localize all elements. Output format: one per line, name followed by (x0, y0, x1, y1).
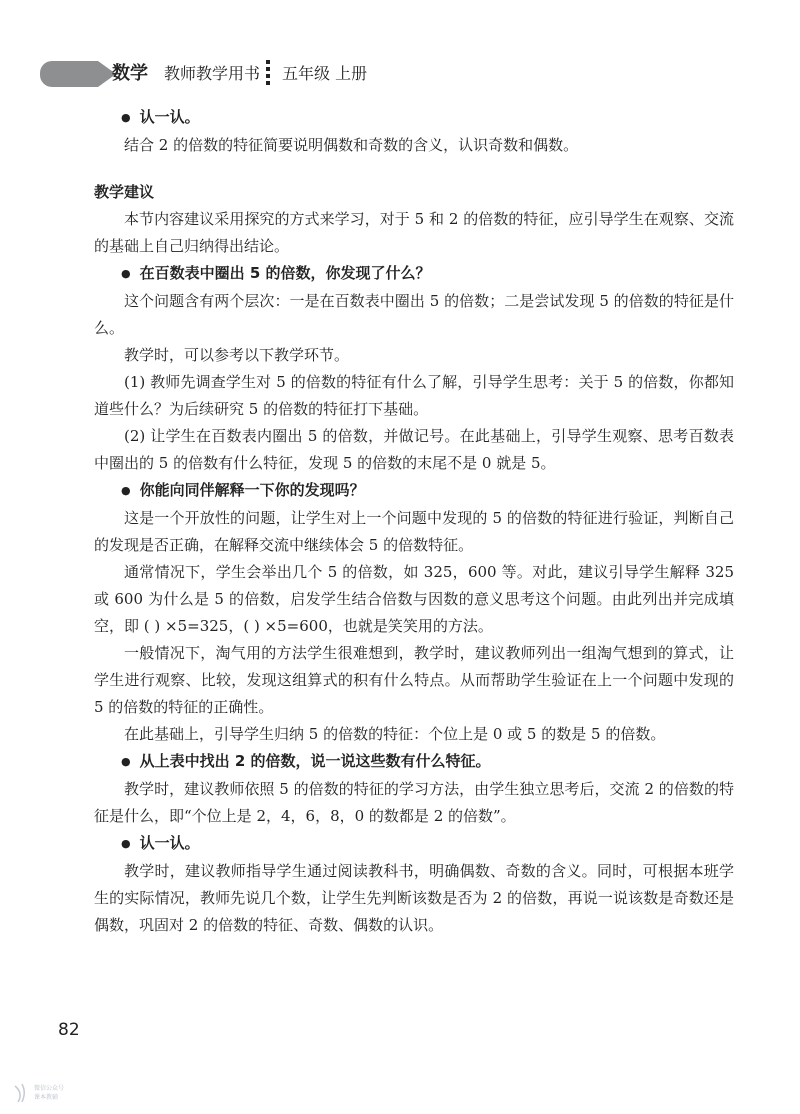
page-number: 82 (58, 1020, 80, 1040)
paragraph: 一般情况下，淘气用的方法学生很难想到，教学时，建议教师列出一组淘气想到的算式，让学生进行观察、比较，发现这组算式的积有什么特点。从而帮助学生验证在上一个问题中发现的 5 的倍数的特征的正确性。 (94, 644, 734, 716)
bullet-item: ● 认一认。 (94, 830, 734, 858)
section-heading: 教学建议 (94, 183, 155, 201)
paragraph: 这是一个开放性的问题，让学生对上一个问题中发现的 5 的倍数的特征进行验证，判断自己的发现是否正确，在解释交流中继续体会 5 的倍数特征。 (94, 509, 734, 554)
paragraph: (1) 教师先调查学生对 5 的倍数的特征有什么了解，引导学生思考：关于 5 的倍数，你都知道些什么？为后续研究 5 的倍数的特征打下基础。 (94, 373, 734, 418)
header-grade: 五年级 上册 (282, 64, 368, 83)
page-header (0, 44, 800, 104)
bullet-item: ● 认一认。 (94, 104, 734, 132)
watermark-line1: 微信公众号 (34, 1085, 65, 1092)
watermark-line2: 课本教辅 (34, 1094, 59, 1101)
paragraph: 教学时，建议教师依照 5 的倍数的特征的学习方法，由学生独立思考后，交流 2 的倍数的特征是什么，即“个位上是 2，4，6，8，0 的数都是 2 的倍数”。 (94, 780, 734, 825)
header-divider (266, 60, 270, 86)
bullet-item: ● 在百数表中圈出 5 的倍数，你发现了什么？ (94, 260, 734, 288)
header-subtitle: 教师教学用书 (164, 64, 261, 83)
paragraph: 这个问题含有两个层次：一是在百数表中圈出 5 的倍数；二是尝试发现 5 的倍数的特征是什么。 (94, 292, 734, 337)
header-title: 数学 (112, 63, 148, 84)
paragraph: 通常情况下，学生会举出几个 5 的倍数，如 325，600 等。对此，建议引导学生解释 325 或 600 为什么是 5 的倍数，启发学生结合倍数与因数的意义思考这个问题。由此列出并完成填空，即 ( ) ×5=325，( ) ×5=600，也就是笑笑用的方法。 (94, 563, 734, 635)
watermark (12, 1080, 92, 1106)
bullet-item: ● 从上表中找出 2 的倍数，说一说这些数有什么特征。 (94, 748, 734, 776)
paragraph: 教学时，可以参考以下教学环节。 (124, 346, 350, 364)
paragraph: 在此基础上，引导学生归纳 5 的倍数的特征：个位上是 0 或 5 的数是 5 的倍数。 (124, 725, 666, 743)
header-decoration-bar (40, 61, 98, 87)
paragraph: 教学时，建议教师指导学生通过阅读教科书，明确偶数、奇数的含义。同时，可根据本班学生的实际情况，教师先说几个数，让学生先判断该数是否为 2 的倍数，再说一说该数是奇数还是偶数，巩固对 2 的倍数的特征、奇数、偶数的认识。 (94, 862, 734, 934)
bullet-item: ● 你能向同伴解释一下你的发现吗？ (94, 477, 734, 505)
paragraph: (2) 让学生在百数表内圈出 5 的倍数，并做记号。在此基础上，引导学生观察、思考百数表中圈出的 5 的倍数有什么特征，发现 5 的倍数的末尾不是 0 就是 5。 (94, 427, 734, 472)
page-content (94, 104, 734, 939)
watermark-logo-icon (12, 1080, 92, 1106)
paragraph: 结合 2 的倍数的特征简要说明偶数和奇数的含义，认识奇数和偶数。 (124, 136, 579, 154)
paragraph: 本节内容建议采用探究的方式来学习，对于 5 和 2 的倍数的特征，应引导学生在观察、交流的基础上自己归纳得出结论。 (94, 210, 734, 255)
